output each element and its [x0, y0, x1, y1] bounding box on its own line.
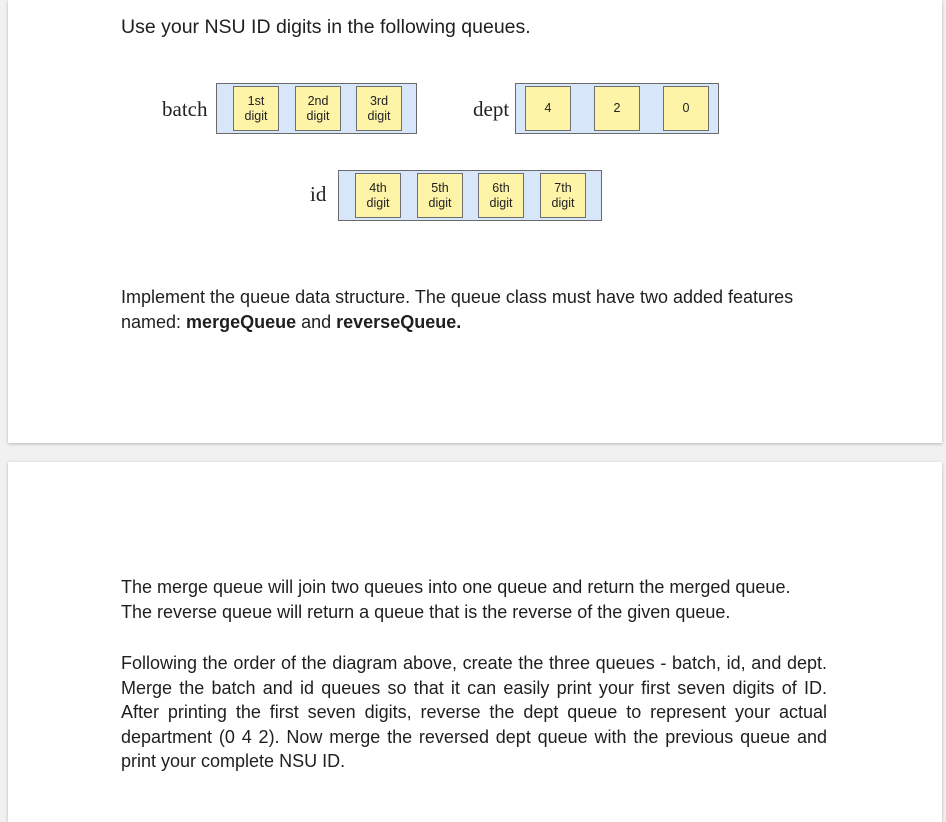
queue-feature-description [121, 575, 827, 624]
dept-cell-3: 0 [663, 86, 709, 131]
id-cell-2: 5th digit [417, 173, 463, 218]
id-cell-4: 7th digit [540, 173, 586, 218]
dept-cell-2: 2 [594, 86, 640, 131]
merge-queue-term: mergeQueue [186, 311, 297, 332]
id-queue-label: id [310, 182, 327, 206]
dept-queue-label: dept [473, 97, 510, 121]
merge-description-line: The merge queue will join two queues into one queue and return the merged queue. [121, 577, 791, 597]
instructions-heading: Use your NSU ID digits in the following queues. [121, 16, 531, 38]
batch-cell-1: 1st digit [233, 86, 279, 131]
reverse-queue-term: reverseQueue. [336, 311, 462, 332]
id-cell-3: 6th digit [478, 173, 524, 218]
batch-queue [216, 83, 417, 134]
dept-cell-1: 4 [525, 86, 571, 131]
reverse-description-line: The reverse queue will return a queue that is the reverse of the given queue. [121, 601, 731, 622]
batch-queue-label: batch [162, 97, 208, 121]
document-page-1 [8, 0, 942, 443]
dept-queue [515, 83, 719, 134]
implementation-paragraph: Implement the queue data structure. The queue class must have two added features named: mergeQueue and reverseQueue. [121, 287, 794, 332]
task-instructions-paragraph: Following the order of the diagram above, create the three queues - batch, id, and dept. Merge the batch and id queues so that it can easily print your first seven digits of ID. After printing the first seven digits, reverse the dept queue to represent your actual department (0 4 2). Now merge the reversed dept queue with the previous queue and print your complete NSU ID. [121, 653, 827, 771]
document-page-2 [8, 462, 942, 822]
batch-cell-3: 3rd digit [356, 86, 402, 131]
id-cell-1: 4th digit [355, 173, 401, 218]
id-queue [338, 170, 602, 221]
batch-cell-2: 2nd digit [295, 86, 341, 131]
